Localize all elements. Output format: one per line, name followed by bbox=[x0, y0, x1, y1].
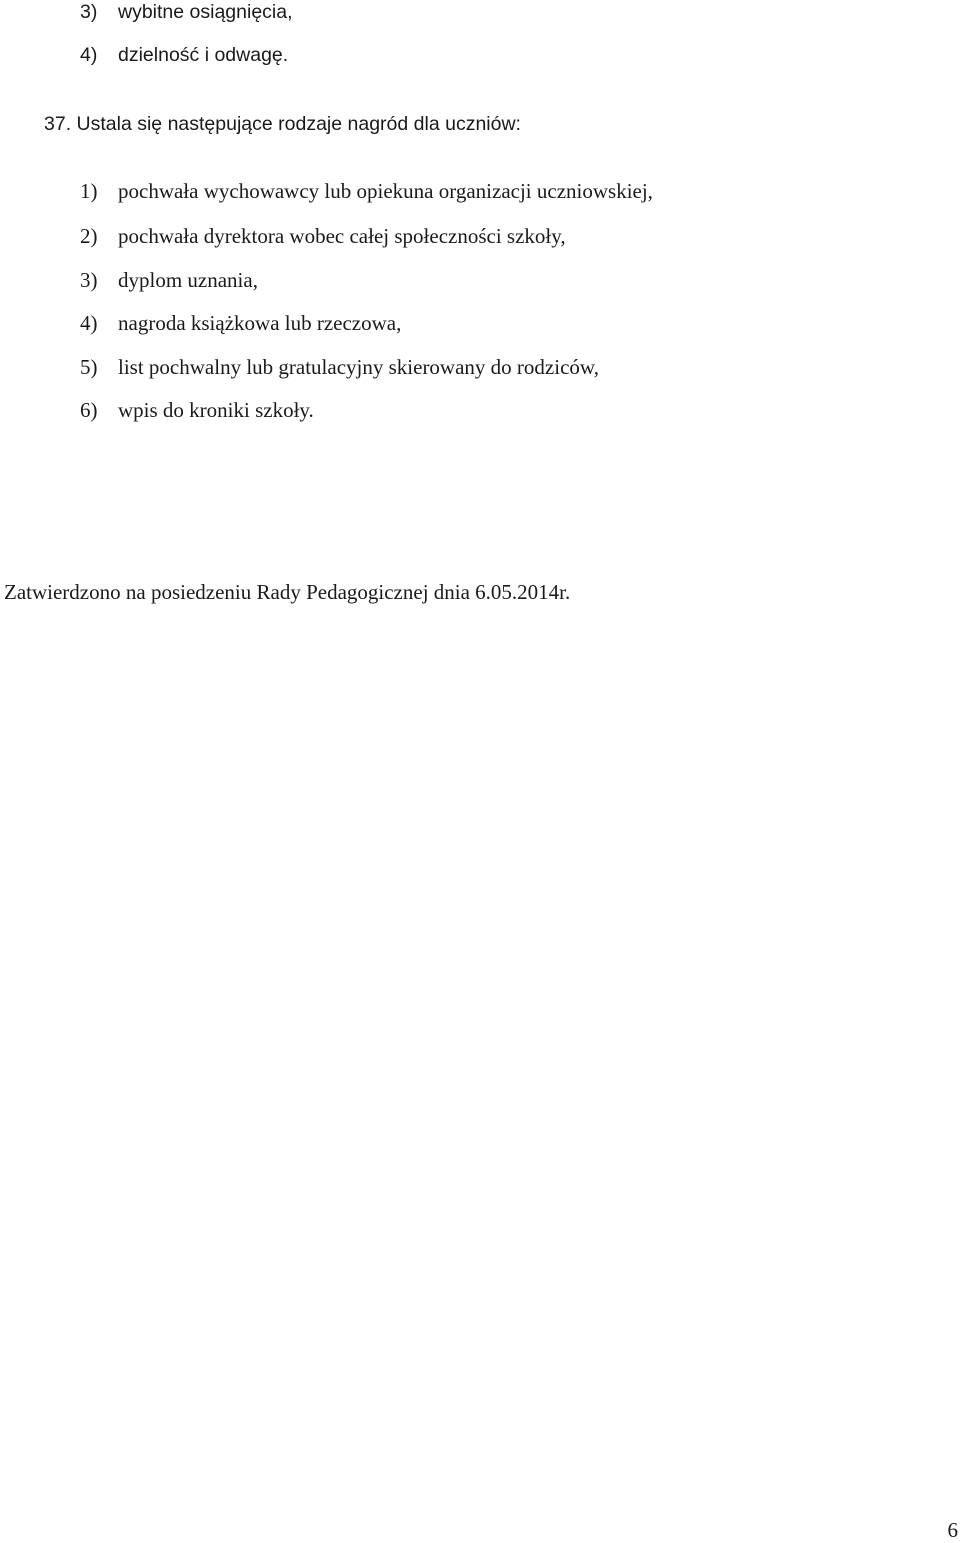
page-number: 6 bbox=[947, 1518, 958, 1542]
list-item-number: 4) bbox=[80, 44, 98, 66]
list-item-number: 3) bbox=[80, 1, 98, 23]
section-number: 37. bbox=[44, 113, 72, 135]
list-item-text: list pochwalny lub gratulacyjny skierowany do rodziców, bbox=[118, 355, 599, 379]
section-heading-text: Ustala się następujące rodzaje nagród dla uczniów: bbox=[76, 113, 521, 135]
list-item-text: dyplom uznania, bbox=[118, 268, 258, 292]
list-item-number: 1) bbox=[80, 179, 98, 203]
list-item-text: pochwała dyrektora wobec całej społeczności szkoły, bbox=[118, 224, 566, 248]
list-item-number: 3) bbox=[80, 268, 98, 292]
list-item-text: nagroda książkowa lub rzeczowa, bbox=[118, 311, 402, 335]
list-item-number: 6) bbox=[80, 398, 98, 422]
list-item-text: dzielność i odwagę. bbox=[118, 44, 289, 66]
list-item-text: wpis do kroniki szkoły. bbox=[118, 398, 314, 422]
section-heading bbox=[44, 112, 521, 136]
list-item-number: 5) bbox=[80, 355, 98, 379]
list-item-number: 2) bbox=[80, 224, 98, 248]
approval-note: Zatwierdzono na posiedzeniu Rady Pedagogicznej dnia 6.05.2014r. bbox=[4, 580, 571, 604]
list-item-number: 4) bbox=[80, 311, 98, 335]
list-item-text: wybitne osiągnięcia, bbox=[118, 1, 293, 23]
list-item-text: pochwała wychowawcy lub opiekuna organizacji uczniowskiej, bbox=[118, 179, 653, 203]
